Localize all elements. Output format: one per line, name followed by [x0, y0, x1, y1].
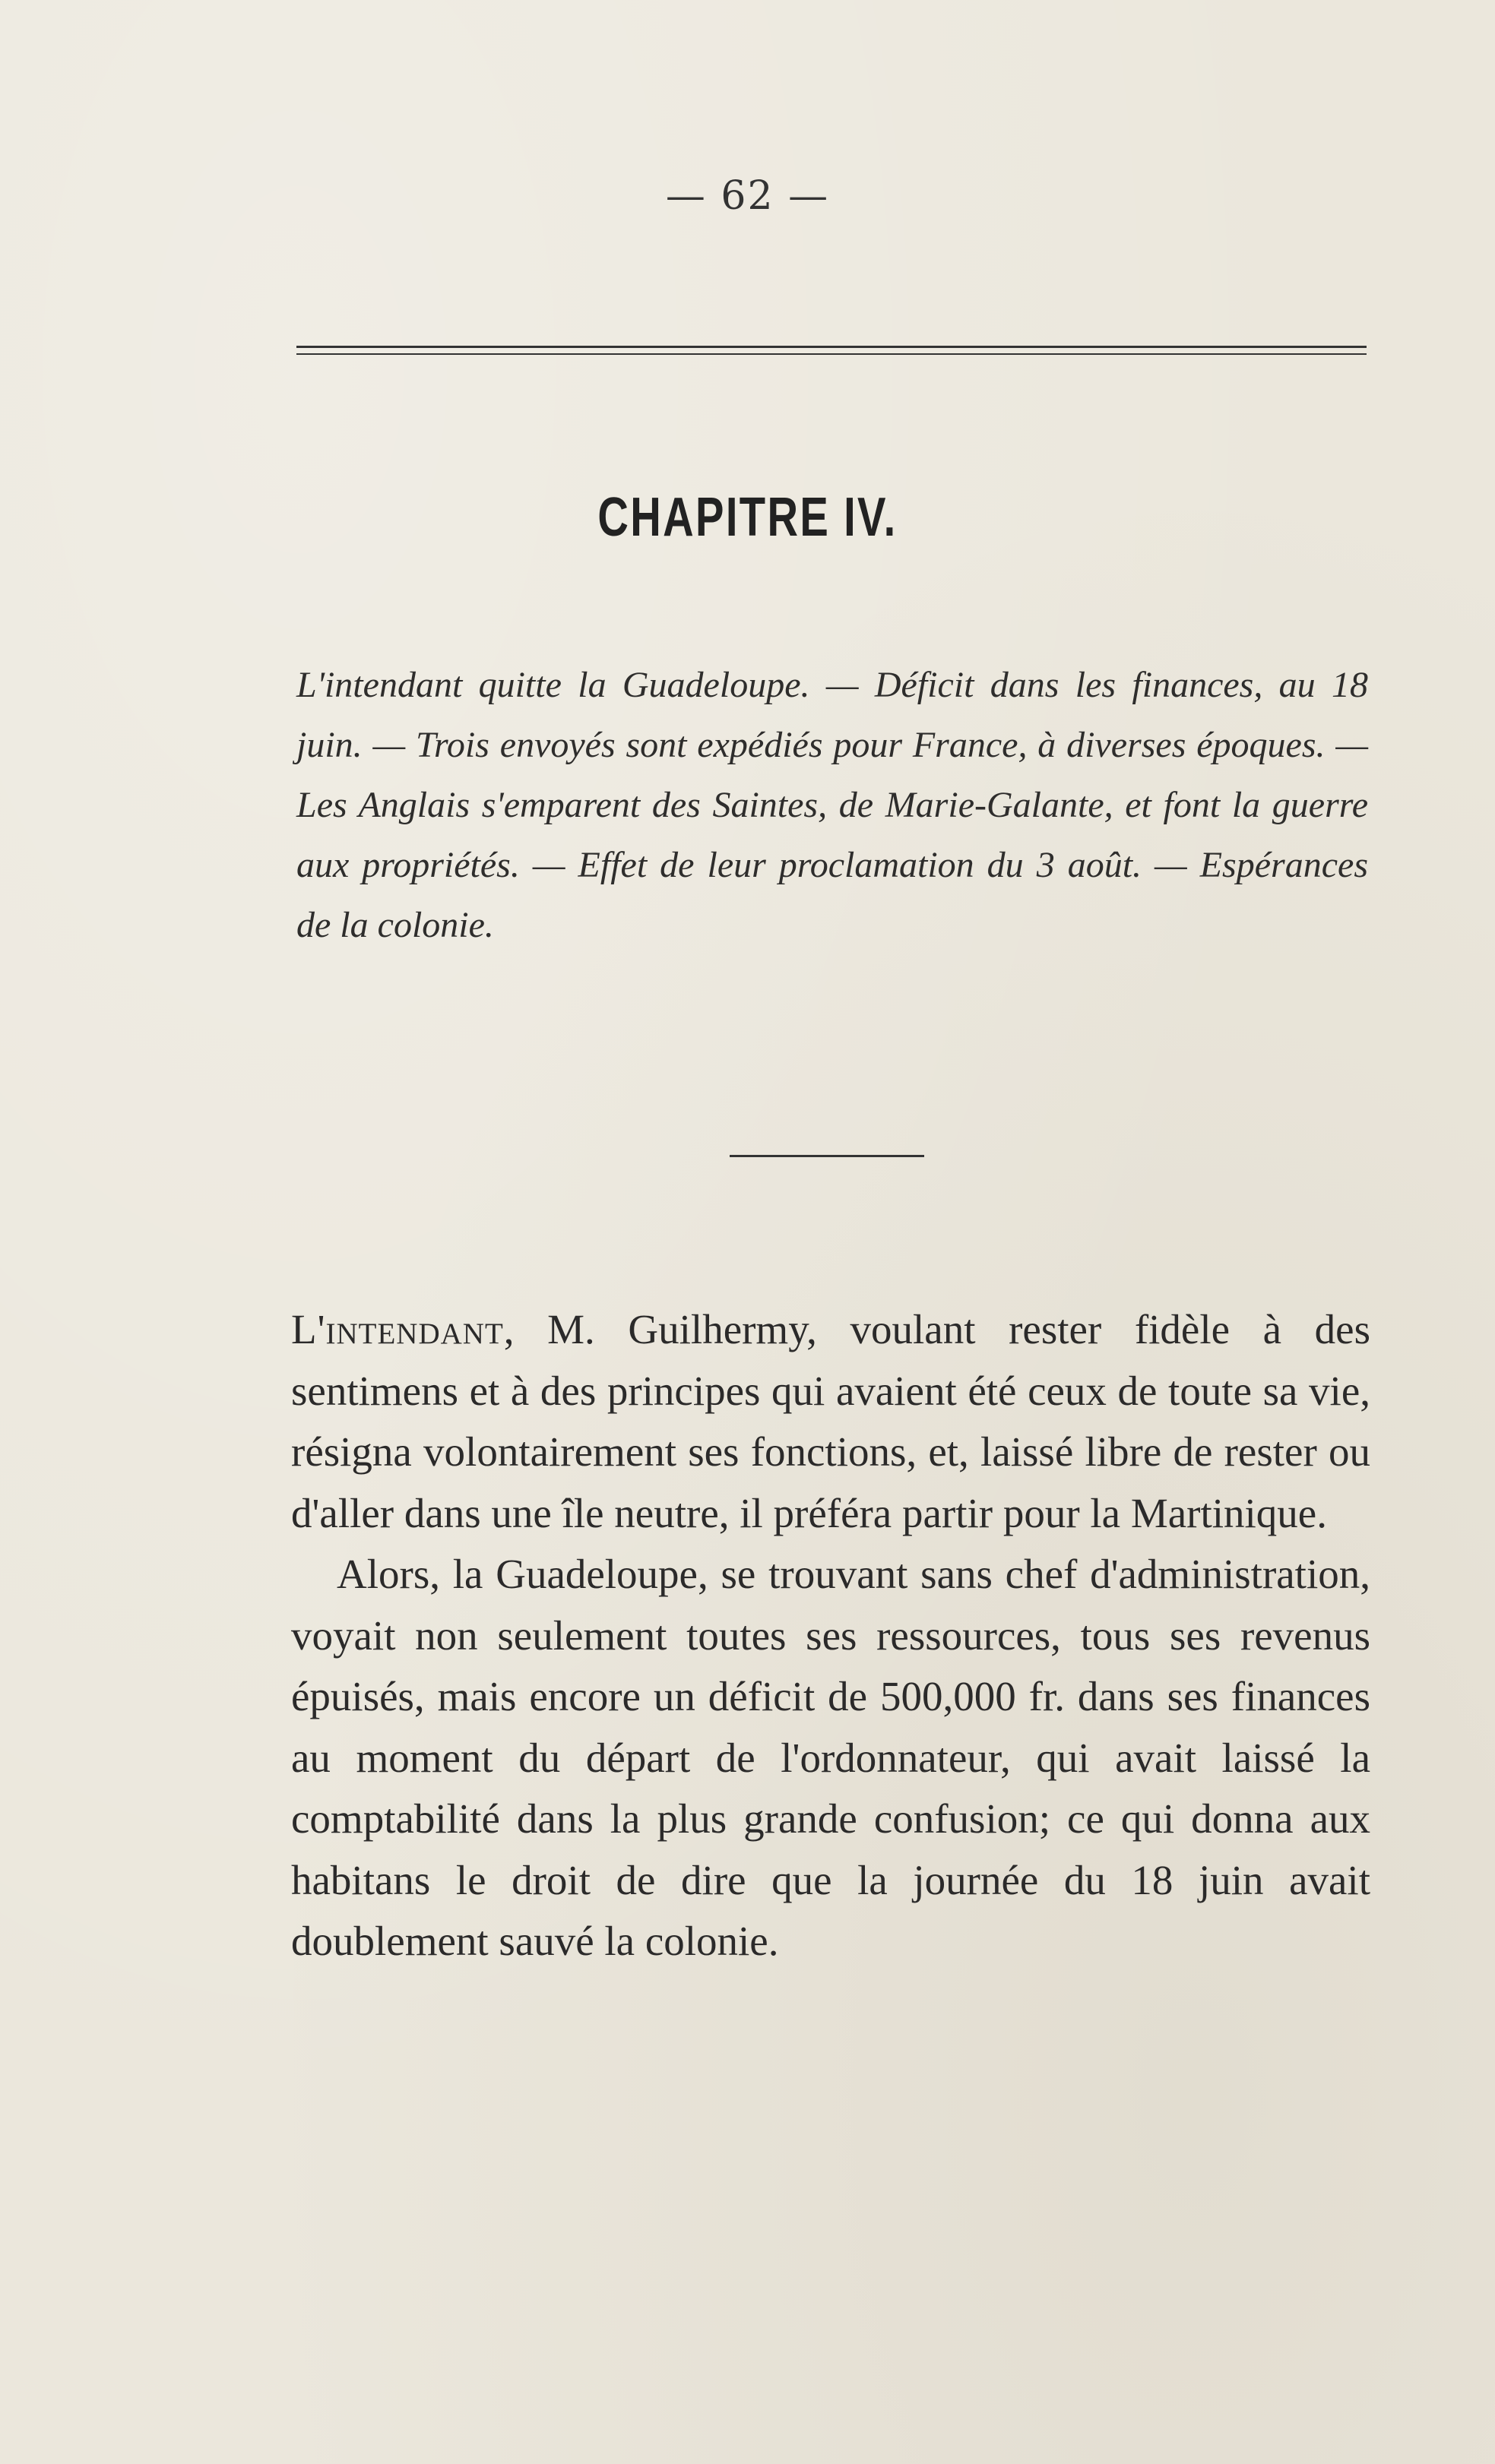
chapter-title: CHAPITRE IV.: [597, 487, 898, 548]
body-text: [291, 1299, 1370, 1972]
section-divider: [730, 1155, 924, 1157]
paragraph: [291, 1299, 1370, 1544]
header-rule-secondary: [296, 353, 1367, 355]
paragraph-lead-word: L'intendant: [291, 1306, 504, 1352]
paragraph: Alors, la Guadeloupe, se trouvant sans chef d'administration, voyait non seulement toutes ses ressources, tous ses revenus épuisés, mais encore un déficit de 500,000 fr. dans ses finances au moment du départ de l'ordonnateur, qui avait laissé la comptabilité dans la plus grande confusion; ce qui donna aux habitans le droit de dire que la journée du 18 juin avait doublement sauvé la colonie.: [291, 1551, 1370, 1964]
chapter-summary: L'intendant quitte la Guadeloupe. — Déficit dans les finances, au 18 juin. — Trois envoyés sont expédiés pour France, à diverses époques. — Les Anglais s'emparent des Saintes, de Marie-Galante, et font la guerre aux propriétés. — Effet de leur proclamation du 3 août. — Espérances de la colonie.: [296, 665, 1368, 945]
header-rule: [296, 346, 1367, 348]
page-number: — 62 —: [665, 173, 830, 219]
paragraph-text: , M. Guilhermy, voulant rester fidèle à des sentimens et à des principes qui avaient été ceux de toute sa vie, résigna volontairement ses fonctions, et, laissé libre de rester ou d'aller dans une île neutre, il préféra partir pour la Martinique.: [291, 1306, 1370, 1536]
